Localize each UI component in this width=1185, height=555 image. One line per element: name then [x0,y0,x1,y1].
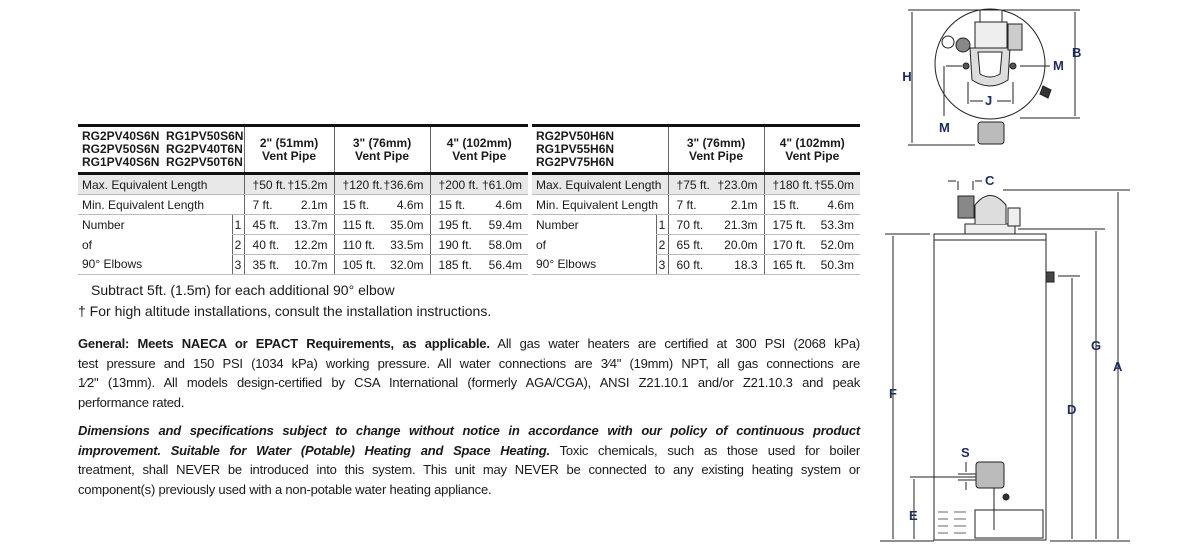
value-m: †36.6m [383,177,424,192]
dimension-label-h: H [902,69,912,84]
paragraph-line: treatment, shall NEVER be introduced into this system. This unit may NEVER be connected to any existing heating system or [78,462,860,477]
dimension-label-m: M [939,120,950,135]
pipe-size: 2" (51mm) [259,135,319,150]
row-label: Number [82,217,125,232]
row-label: Min. Equivalent Length [78,195,244,215]
elbow-count: 3 [232,255,244,275]
elbow-note: Subtract 5ft. (1.5m) for each additional 90° elbow [91,282,395,298]
model-row: RG1PV55H6N [536,142,615,156]
value-m: 58.0m [488,237,523,252]
value-m: 20.0m [724,237,758,252]
value-m: 35.0m [390,217,424,232]
value-m: 4.6m [827,197,855,212]
value-ft: 40 ft. [252,237,280,252]
pipe-size: 3" (76mm) [352,135,412,150]
value-m: 50.3m [820,257,855,272]
pipe-label: Vent Pipe [452,148,507,163]
value-m: 2.1m [730,197,758,212]
value-m: 4.6m [495,197,523,212]
dimension-label-b: B [1072,45,1082,60]
pipe-label: Vent Pipe [785,148,840,163]
pipe-label: Vent Pipe [355,148,410,163]
value-m: 13.7m [294,217,328,232]
value-m: 56.4m [488,257,523,272]
value-ft: 110 ft. [342,237,375,252]
value-m: 32.0m [390,257,424,272]
pipe-size: 4" (102mm) [779,135,845,150]
dimension-label-c: C [985,173,995,188]
elbow-count: 2 [232,235,244,255]
dimension-label-g: G [1091,338,1102,353]
value-ft: 7 ft. [252,197,273,212]
value-m: 33.5m [390,237,424,252]
value-ft: †120 ft. [342,177,383,192]
value-m: 59.4m [488,217,523,232]
value-ft: 165 ft. [772,257,806,272]
elbow-count: 2 [656,235,668,255]
value-ft: 185 ft. [438,257,472,272]
model-row: RG2PV50S6N RG2PV40T6N [82,142,243,156]
value-ft: 170 ft. [772,237,806,252]
text: Toxic chemicals, such as those used for boiler [549,442,861,458]
value-m: 4.6m [396,197,424,212]
row-label: Min. Equivalent Length [532,195,668,215]
row-label: 90° Elbows [532,255,656,275]
value-m: 53.3m [820,217,855,232]
value-m: †55.0m [813,177,855,192]
tank-body [934,234,1046,540]
dimension-label-f: F [889,386,897,401]
value-ft: 60 ft. [676,257,704,272]
dimension-label-e: E [909,508,918,523]
altitude-note: † For high altitude installations, consult the installation instructions. [78,303,492,319]
general-heading: General: Meets NAECA or EPACT Requirements, as applicable. [78,336,490,351]
elbow-count: 1 [232,215,244,235]
value-ft: †180 ft. [772,177,813,192]
elbow-count: 1 [656,215,668,235]
value-ft: †200 ft. [438,177,479,192]
value-ft: †75 ft. [676,177,710,192]
dimension-label-j: J [985,93,993,108]
model-row: RG2PV50H6N [536,129,615,143]
value-ft: 70 ft. [676,217,704,232]
text: All gas water heaters are certified at 300 PSI (2068 kPa) [489,336,860,351]
value-m: †15.2m [287,177,328,192]
value-m: †61.0m [481,177,523,192]
value-ft: 15 ft. [342,197,370,212]
row-label: Number [536,217,579,232]
value-ft: 195 ft. [438,217,472,232]
paragraph-line: test pressure and 150 PSI (1034 kPa) working pressure. All water connections are 3⁄4" (19mm) NPT, all gas connections are [78,355,860,371]
pipe-size: 3" (76mm) [686,135,746,150]
pipe-label: Vent Pipe [689,148,744,163]
value-ft: 15 ft. [772,197,800,212]
gas-valve [976,462,1004,488]
dimension-label-m: M [1053,58,1064,73]
paragraph-line: component(s) previously used with a non-potable water heating appliance. [78,481,492,497]
dimension-label-s: S [961,445,970,460]
value-ft: 15 ft. [438,197,466,212]
value-ft: 175 ft. [772,217,806,232]
value-ft: 105 ft. [342,257,376,272]
top-view [908,9,1080,145]
model-row: RG2PV75H6N [536,155,615,169]
value-ft: †50 ft. [252,177,286,192]
dimension-label-d: D [1067,402,1077,417]
pipe-size: 4" (102mm) [446,135,512,150]
value-m: 52.0m [820,237,855,252]
value-ft: 65 ft. [676,237,704,252]
value-ft: 35 ft. [252,257,280,272]
paragraph-line: Dimensions and specifications subject to change without notice in accordance with our policy of continuous product [78,423,860,438]
row-label: of [536,237,547,252]
value-ft: 7 ft. [676,197,697,212]
front-view [880,181,1130,541]
bold-text: improvement. Suitable for Water (Potable) Heating and Space Heating. [78,442,550,458]
row-label: Max. Equivalent Length [532,174,668,195]
value-m: 10.7m [294,257,328,272]
value-m: 12.2m [294,237,328,252]
row-label: Max. Equivalent Length [78,174,244,195]
pipe-label: Vent Pipe [262,148,317,163]
value-ft: 45 ft. [252,217,280,232]
row-label: of [82,237,93,252]
value-m: †23.0m [717,177,758,192]
elbow-count: 3 [656,255,668,275]
model-row: RG1PV40S6N RG2PV50T6N [82,155,243,169]
value-m: 2.1m [300,197,328,212]
paragraph-line: 1⁄2" (13mm). All models design-certified by CSA International (formerly AGA/CGA), ANSI Z21.10.1 and/or Z21.10.3 and peak [78,375,860,390]
model-row: RG2PV40S6N RG1PV50S6N [82,129,244,143]
dimension-label-a: A [1113,359,1123,374]
paragraph-line: performance rated. [78,394,185,410]
value-ft: 190 ft. [438,237,472,252]
value-m: 21.3m [724,217,758,232]
value-ft: 115 ft. [342,217,375,232]
value-m: 18.3 [734,257,758,272]
row-label: 90° Elbows [78,255,232,275]
